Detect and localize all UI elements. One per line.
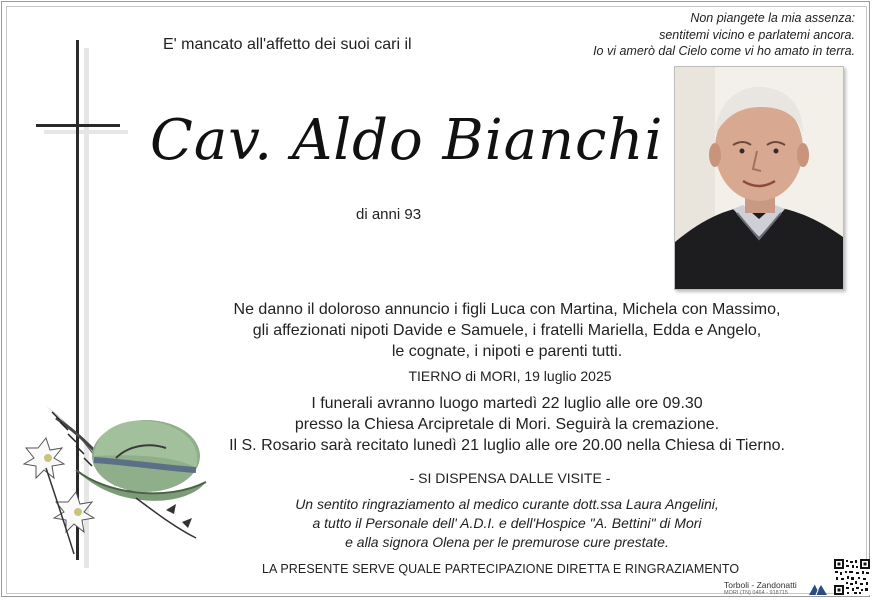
intro-text: E' mancato all'affetto dei suoi cari il [163, 36, 412, 53]
poem-line: sentitemi vicino e parlatemi ancora. [659, 27, 855, 42]
funeral-line: I funerali avranno luogo martedì 22 luglio alle ore 09.30 [311, 395, 703, 412]
funeral-line: Il S. Rosario sarà recitato lunedì 21 luglio alle ore 20.00 nella Chiesa di Tierno. [229, 437, 785, 454]
portrait-image [675, 67, 843, 289]
place-date: TIERNO di MORI, 19 luglio 2025 [408, 368, 612, 384]
cross-shadow-horizontal [44, 130, 128, 134]
thanks-line: Un sentito ringraziamento al medico curante dott.ssa Laura Angelini, [295, 496, 719, 512]
qr-code-icon [834, 559, 870, 595]
poem [593, 10, 855, 60]
footer-note: LA PRESENTE SERVE QUALE PARTECIPAZIONE DIRETTA E RINGRAZIAMENTO [262, 562, 740, 576]
poem-line: Non piangete la mia assenza: [690, 11, 855, 25]
alpine-hat-icon [16, 398, 214, 558]
funeral-details [196, 393, 818, 456]
agency-name: Torboli - Zandonatti [724, 580, 797, 590]
agency-contact: MORI (TN) 0464 - 918715 [724, 590, 788, 596]
agency-logo-icon [808, 582, 828, 596]
deceased-age: di anni 93 [356, 206, 422, 223]
poem-line: Io vi amerò dal Cielo come vi ho amato in terra. [593, 44, 855, 58]
thanks-line: a tutto il Personale dell' A.D.I. e dell'Hospice "A. Bettini" di Mori [312, 515, 702, 531]
thanks-line: e alla signora Olena per le premurose cure prestate. [345, 534, 669, 550]
portrait-photo [674, 66, 844, 290]
thanks-message [196, 495, 818, 552]
announcement-line: gli affezionati nipoti Davide e Samuele, i fratelli Mariella, Edda e Angelo, [252, 322, 762, 339]
funeral-line: presso la Chiesa Arcipretale di Mori. Seguirà la cremazione. [294, 416, 720, 433]
announcement-line: le cognate, i nipoti e parenti tutti. [391, 343, 623, 360]
announcement [196, 299, 818, 362]
visits-note: - SI DISPENSA DALLE VISITE - [409, 470, 611, 486]
announcement-line: Ne danno il doloroso annuncio i figli Luca con Martina, Michela con Massimo, [233, 301, 781, 318]
cross-horizontal-bar [36, 124, 120, 127]
deceased-name: Cav. Aldo Bianchi [150, 108, 664, 173]
